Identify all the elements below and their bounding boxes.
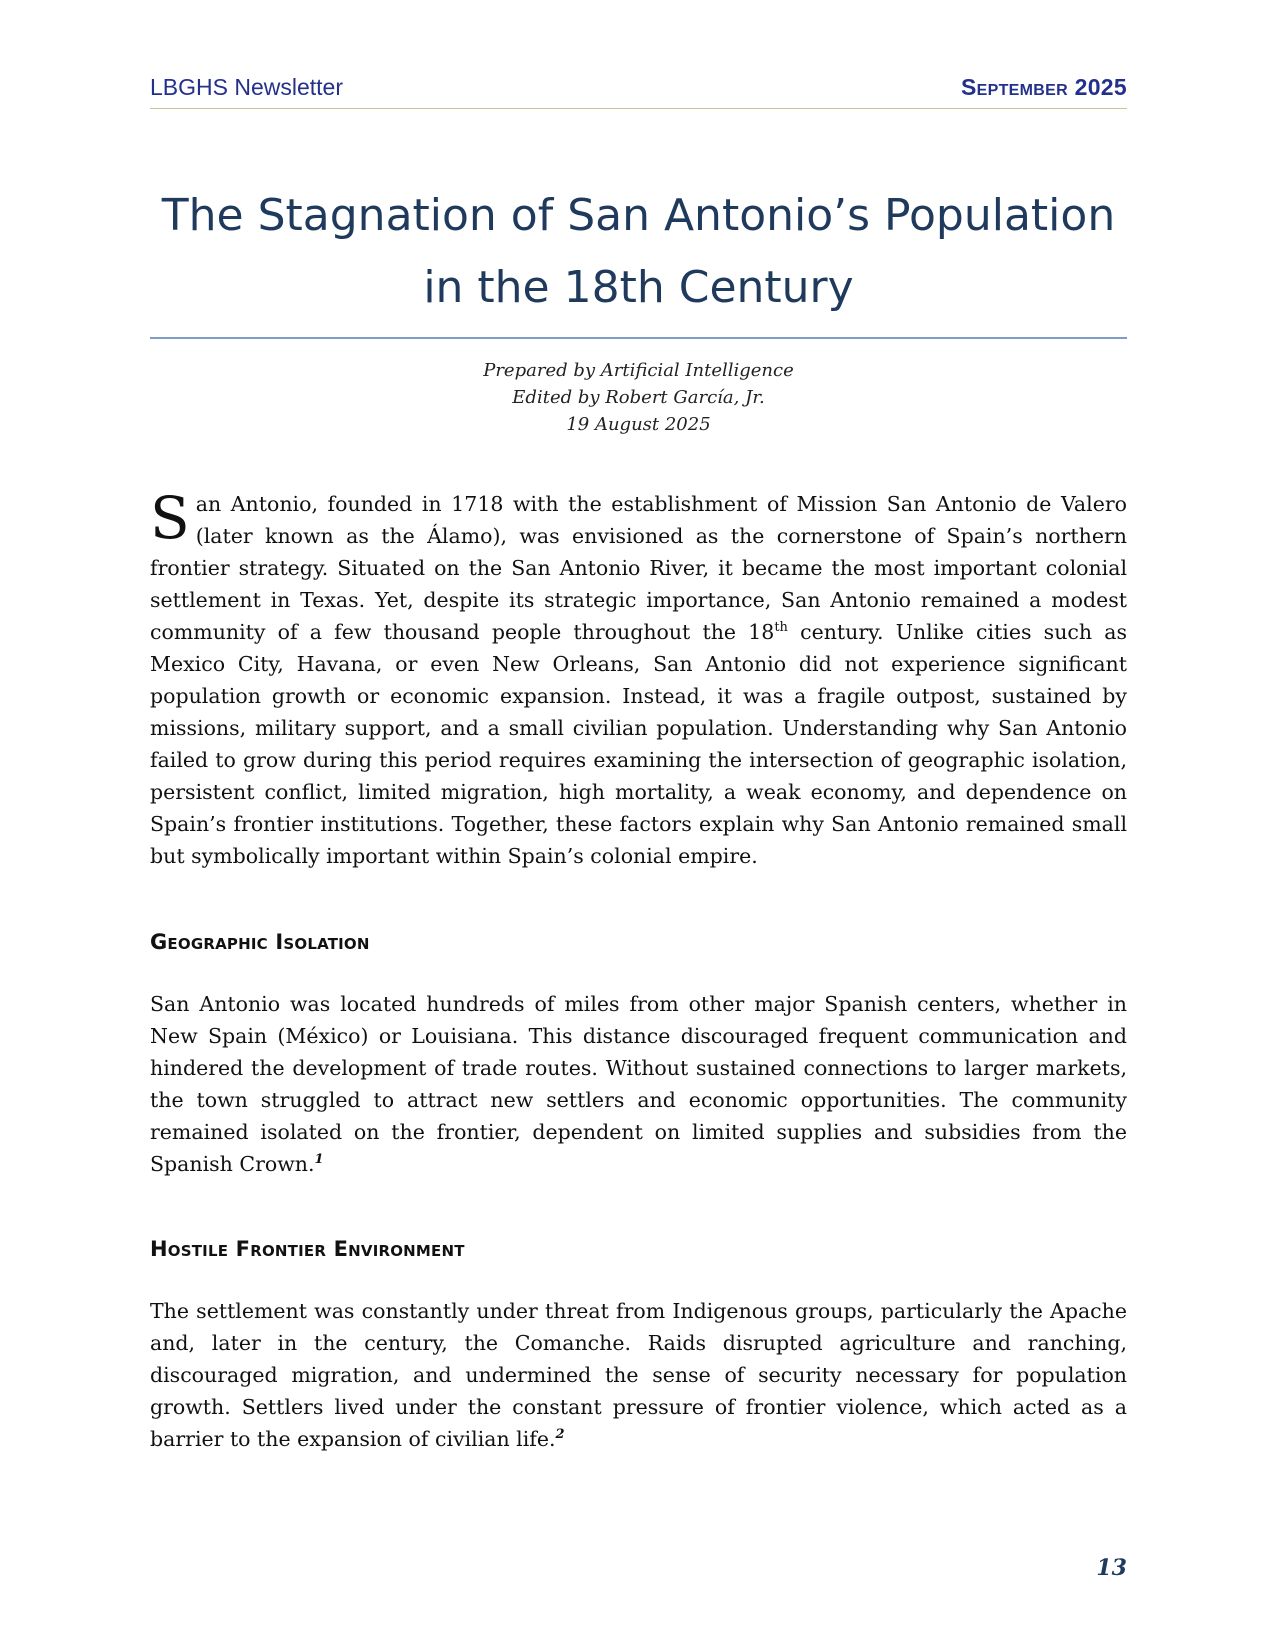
drop-cap: S [150, 484, 190, 552]
byline-prepared: Prepared by Artificial Intelligence [483, 360, 794, 381]
ordinal-suffix: th [774, 620, 788, 636]
section-heading-hostile-frontier: Hostile Frontier Environment [150, 1237, 465, 1261]
section-text: San Antonio was located hundreds of miles from other major Spanish centers, whether in New Spain (México) or Louisiana. This distance discouraged frequent communication and hindered the development of trade routes. Without sustained connections to larger markets, the town struggled to attract new settlers and economic opportunities. The community remained isolated on the frontier, dependent on limited supplies and subsidies from the Spanish Crown. [150, 992, 1127, 1176]
intro-text-part2: century. Unlike cities such as Mexico City, Havana, or even New Orleans, San Antonio did not experience significant population growth or economic expansion. Instead, it was a fragile outpost, sustained by missions, military support, and a small civilian population. Understanding why San Antonio failed to grow during this period requires examining the intersection of geographic isolation, persistent conflict, limited migration, high mortality, a weak economy, and dependence on Spain’s frontier institutions. Together, these factors explain why San Antonio remained small but symbolically important within Spain’s colonial empire. [150, 620, 1128, 868]
intro-paragraph [150, 484, 1128, 872]
section-paragraph-geographic-isolation [150, 988, 1127, 1180]
title-line-2: in the 18th Century [423, 262, 854, 313]
section-text: The settlement was constantly under threat from Indigenous groups, particularly the Apache and, later in the century, the Comanche. Raids disrupted agriculture and ranching, discouraged migration, and undermined the sense of security necessary for population growth. Settlers lived under the constant pressure of frontier violence, which acted as a barrier to the expansion of civilian life. [150, 1299, 1127, 1451]
page-header [150, 72, 1127, 109]
publication-name: LBGHS Newsletter [150, 74, 344, 100]
title-line-1: The Stagnation of San Antonio’s Population [161, 190, 1116, 241]
footnote-marker[interactable]: 1 [314, 1152, 324, 1168]
issue-date: September 2025 [961, 74, 1127, 100]
footnote-marker[interactable]: 2 [555, 1427, 565, 1443]
intro-text-part1: an Antonio, founded in 1718 with the establishment of Mission San Antonio de Valero (later known as the Álamo), was envisioned as the cornerstone of Spain’s northern frontier strategy. Situated on the San Antonio River, it became the most important colonial settlement in Texas. Yet, despite its strategic importance, San Antonio remained a modest community of a few thousand people throughout the 18 [150, 492, 1127, 644]
page-number: 13 [1096, 1555, 1127, 1581]
byline-date: 19 August 2025 [566, 414, 711, 435]
section-paragraph-hostile-frontier [150, 1295, 1127, 1455]
byline-edited: Edited by Robert García, Jr. [512, 387, 765, 408]
byline [150, 357, 1127, 438]
newsletter-page [150, 0, 1127, 1650]
article-title [150, 180, 1127, 324]
title-divider [150, 337, 1127, 339]
section-heading-geographic-isolation: Geographic Isolation [150, 930, 370, 954]
